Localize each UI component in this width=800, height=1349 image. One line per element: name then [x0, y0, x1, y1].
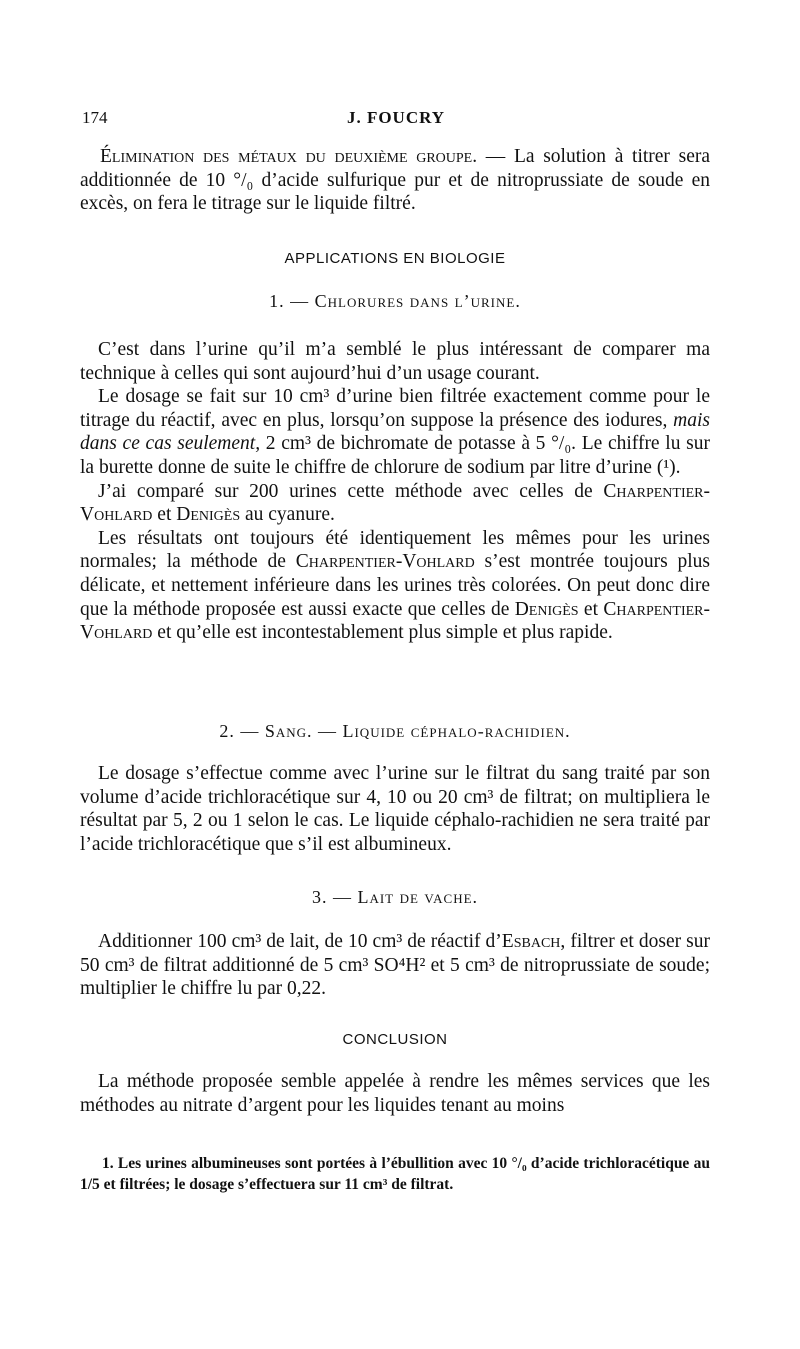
urine-paragraphs: [80, 338, 710, 645]
text-run: et: [578, 598, 604, 620]
paragraph-blood: Le dosage s’effectue comme avec l’urine sur le filtrat du sang traité par son volume d’acide trichloracétique sur 4, 10 ou 20 cm³ de filtrat; on multipliera le résultat par 5, 2 ou 1 selon le cas. Le liquide céphalo-rachidien ne sera traité par l’acide trichloracétique que s’il est albumineux.: [80, 763, 710, 855]
subsection-title-blood: 2. — Sang. — Liquide céphalo-rachidien.: [219, 721, 571, 741]
text-run: au cyanure.: [240, 504, 335, 526]
running-head-author: J. FOUCRY: [346, 108, 446, 127]
paragraph-urine-dosage: [80, 385, 710, 479]
text-run: Additionner 100 cm³ de lait, de 10 cm³ de réactif d’: [98, 931, 502, 952]
elimination-paragraph: [80, 145, 710, 216]
italic-run: mais dans ce cas seulement,: [80, 409, 710, 455]
conclusion-paragraph-block: [80, 1070, 710, 1117]
text-run: 2 cm³ de bichromate de potasse à 5 °/₀. Le chiffre lu sur la burette donne de suite le chiffre de chlorure de sodium par litre d’urine (¹).: [80, 433, 710, 478]
paragraph-urine-comparison: [80, 480, 710, 527]
author-name: Charpentier-Vohlard: [295, 551, 475, 573]
blood-paragraph-block: [80, 762, 710, 856]
author-name: Charpentier-Vohlard: [80, 480, 710, 526]
paragraph-urine-results: [80, 527, 710, 645]
subsection-title-milk: 3. — Lait de vache.: [311, 887, 479, 907]
paragraph-milk: [80, 930, 710, 1001]
text-run: et: [152, 504, 177, 526]
elimination-heading: Élimination des métaux du deuxième groupe.: [100, 146, 478, 167]
milk-paragraph-block: [80, 930, 710, 1001]
paragraph-urine-intro: C’est dans l’urine qu’il m’a semblé le plus intéressant de comparer ma technique à celles qui sont aujourd’hui d’un usage courant.: [80, 339, 710, 384]
paragraph-conclusion: La méthode proposée semble appelée à rendre les mêmes services que les méthodes au nitrate d’argent pour les liquides tenant au moins: [80, 1071, 710, 1116]
footnote: 1. Les urines albumineuses sont portées à l’ébullition avec 10 °/₀ d’acide trichloracétique au 1/5 et filtrées; le dosage s’effectuera sur 11 cm³ de filtrat.: [80, 1155, 710, 1193]
text-run: et qu’elle est incontestablement plus simple et plus rapide.: [152, 622, 613, 644]
author-name: Denigès: [514, 598, 579, 620]
elimination-paragraph-block: [80, 145, 710, 216]
text-run: Les résultats ont toujours été identiquement les mêmes pour les urines normales; la méthode de: [80, 527, 710, 573]
author-name: Charpentier-Vohlard: [80, 598, 710, 644]
running-header: [82, 108, 710, 132]
text-run: J’ai comparé sur 200 urines cette méthode avec celles de: [98, 480, 604, 502]
section-title-applications: APPLICATIONS EN BIOLOGIE: [284, 250, 506, 267]
subsection-title-urine: 1. — Chlorures dans l’urine.: [269, 291, 521, 311]
author-name: Esbach: [501, 931, 561, 952]
author-name: Denigès: [176, 504, 241, 526]
text-run: , filtrer et doser sur 50 cm³ de filtrat additionné de 5 cm³ SO⁴H² et 5 cm³ de nitroprussiate de soude; multiplier le chiffre lu par 0,22.: [80, 931, 710, 1000]
text-run: s’est montrée toujours plus délicate, et nettement inférieure dans les urines très colorées. On peut donc dire que la méthode proposée est aussi exacte que celles de: [80, 551, 710, 620]
elimination-text: — La solution à titrer sera additionnée de 10 °/₀ d’acide sulfurique pur et de nitroprussiate de soude en excès, on fera le titrage sur le liquide filtré.: [80, 146, 710, 215]
section-title-conclusion: CONCLUSION: [342, 1031, 448, 1048]
page-number: 174: [82, 108, 108, 127]
text-run: Le dosage se fait sur 10 cm³ d’urine bien filtrée exactement comme pour le titrage du réactif, avec en plus, lorsqu’on suppose la présence des iodures,: [80, 386, 710, 431]
